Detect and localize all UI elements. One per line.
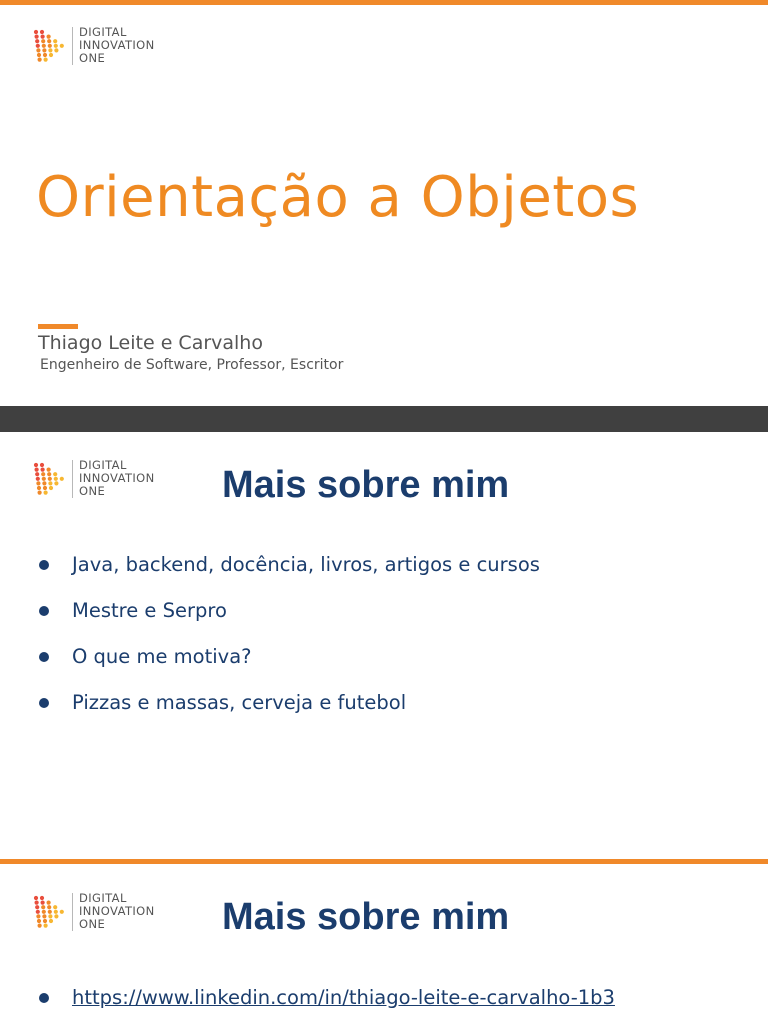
- slide-heading: Mais sobre mim: [222, 896, 510, 938]
- logo-dot: [43, 52, 47, 56]
- logo-dot: [54, 43, 58, 47]
- logo-dot: [36, 476, 40, 480]
- slide-separator-band: [0, 406, 768, 432]
- logo-dot: [35, 39, 39, 43]
- logo-dot: [47, 34, 51, 38]
- dio-logo: [32, 26, 155, 65]
- logo-dot: [49, 918, 53, 922]
- logo-dot: [35, 467, 39, 471]
- dio-logo: [32, 892, 155, 931]
- logo-divider: [72, 460, 73, 498]
- logo-dot: [47, 472, 51, 476]
- logo-dot: [40, 462, 44, 466]
- logo-divider: [72, 893, 73, 931]
- logo-dot: [40, 895, 44, 899]
- logo-dot: [36, 914, 40, 918]
- logo-dot: [48, 909, 52, 913]
- logo-dot: [38, 57, 42, 61]
- logo-dot: [42, 909, 46, 913]
- logo-dot: [42, 481, 46, 485]
- slide-accent-bar: [0, 859, 768, 864]
- logo-dot: [60, 909, 64, 913]
- bullet-dot: [39, 606, 49, 616]
- logo-dot: [35, 472, 39, 476]
- logo-dot: [40, 29, 44, 33]
- logo-dot: [41, 472, 45, 476]
- logo-dot: [38, 923, 42, 927]
- logo-dot: [54, 48, 58, 52]
- logo-dot: [36, 48, 40, 52]
- logo-dot: [54, 476, 58, 480]
- bullet-dot: [39, 560, 49, 570]
- logo-text: [79, 26, 155, 65]
- logo-dot: [54, 914, 58, 918]
- logo-dot: [42, 476, 46, 480]
- logo-dot: [43, 485, 47, 489]
- logo-dot: [44, 57, 48, 61]
- logo-line-innovation: INNOVATION: [79, 471, 155, 485]
- logo-dot: [43, 918, 47, 922]
- logo-dot: [60, 43, 64, 47]
- list-item: [38, 986, 615, 1010]
- logo-dot: [53, 472, 57, 476]
- dio-dots-logo-icon: [32, 894, 68, 930]
- logo-dot: [36, 43, 40, 47]
- logo-dot: [53, 39, 57, 43]
- logo-text: [79, 892, 155, 931]
- logo-dot: [37, 52, 41, 56]
- logo-dot: [41, 39, 45, 43]
- logo-dot: [54, 481, 58, 485]
- logo-line-one: ONE: [79, 917, 106, 931]
- logo-dot: [35, 905, 39, 909]
- logo-divider: [72, 27, 73, 65]
- list-item: [38, 553, 540, 577]
- logo-dot: [48, 481, 52, 485]
- logo-dot: [47, 467, 51, 471]
- logo-dot: [42, 48, 46, 52]
- logo-dot: [42, 914, 46, 918]
- logo-dot: [48, 476, 52, 480]
- logo-dot: [38, 490, 42, 494]
- logo-dot: [41, 905, 45, 909]
- bullet-text: O que me motiva?: [72, 645, 252, 668]
- logo-line-innovation: INNOVATION: [79, 38, 155, 52]
- bullet-dot: [39, 652, 49, 662]
- logo-dot: [36, 909, 40, 913]
- logo-dot: [35, 34, 39, 38]
- logo-line-one: ONE: [79, 51, 106, 65]
- logo-text: [79, 459, 155, 498]
- top-accent-bar: [0, 0, 768, 5]
- bullet-list: [38, 986, 615, 1010]
- logo-dot: [60, 476, 64, 480]
- dio-logo: [32, 459, 155, 498]
- bullet-dot: [39, 993, 49, 1003]
- dio-dots-logo-icon: [32, 461, 68, 497]
- logo-dot: [47, 900, 51, 904]
- linkedin-link[interactable]: https://www.linkedin.com/in/thiago-leite-e-carvalho-1b3: [72, 986, 615, 1009]
- logo-dot: [37, 918, 41, 922]
- dio-dots-logo-icon: [32, 28, 68, 64]
- logo-dot: [37, 485, 41, 489]
- slide-title: Orientação a Objetos: [36, 165, 640, 230]
- list-item: [38, 599, 540, 623]
- author-name: Thiago Leite e Carvalho: [38, 332, 263, 354]
- logo-line-one: ONE: [79, 484, 106, 498]
- logo-dot: [54, 909, 58, 913]
- logo-line-digital: DIGITAL: [79, 458, 127, 472]
- logo-dot: [34, 895, 38, 899]
- logo-line-digital: DIGITAL: [79, 25, 127, 39]
- list-item: [38, 691, 540, 715]
- author-accent-dash: [38, 324, 78, 329]
- logo-dot: [34, 29, 38, 33]
- bullet-text: Pizzas e massas, cerveja e futebol: [72, 691, 407, 714]
- logo-dot: [42, 43, 46, 47]
- logo-dot: [49, 485, 53, 489]
- logo-dot: [47, 39, 51, 43]
- logo-dot: [41, 900, 45, 904]
- bullet-text: Java, backend, docência, livros, artigos e cursos: [72, 553, 540, 576]
- bullet-dot: [39, 698, 49, 708]
- bullet-text: Mestre e Serpro: [72, 599, 227, 622]
- logo-dot: [44, 923, 48, 927]
- logo-dot: [34, 462, 38, 466]
- logo-dot: [35, 900, 39, 904]
- logo-dot: [36, 481, 40, 485]
- logo-dot: [48, 43, 52, 47]
- logo-dot: [49, 52, 53, 56]
- logo-dot: [47, 905, 51, 909]
- logo-dot: [48, 48, 52, 52]
- logo-dot: [53, 905, 57, 909]
- logo-line-innovation: INNOVATION: [79, 904, 155, 918]
- author-role: Engenheiro de Software, Professor, Escritor: [40, 357, 344, 373]
- logo-dot: [41, 34, 45, 38]
- slide-heading: Mais sobre mim: [222, 464, 510, 506]
- logo-dot: [48, 914, 52, 918]
- logo-line-digital: DIGITAL: [79, 891, 127, 905]
- bullet-list: [38, 553, 540, 737]
- logo-dot: [41, 467, 45, 471]
- list-item: [38, 645, 540, 669]
- logo-dot: [44, 490, 48, 494]
